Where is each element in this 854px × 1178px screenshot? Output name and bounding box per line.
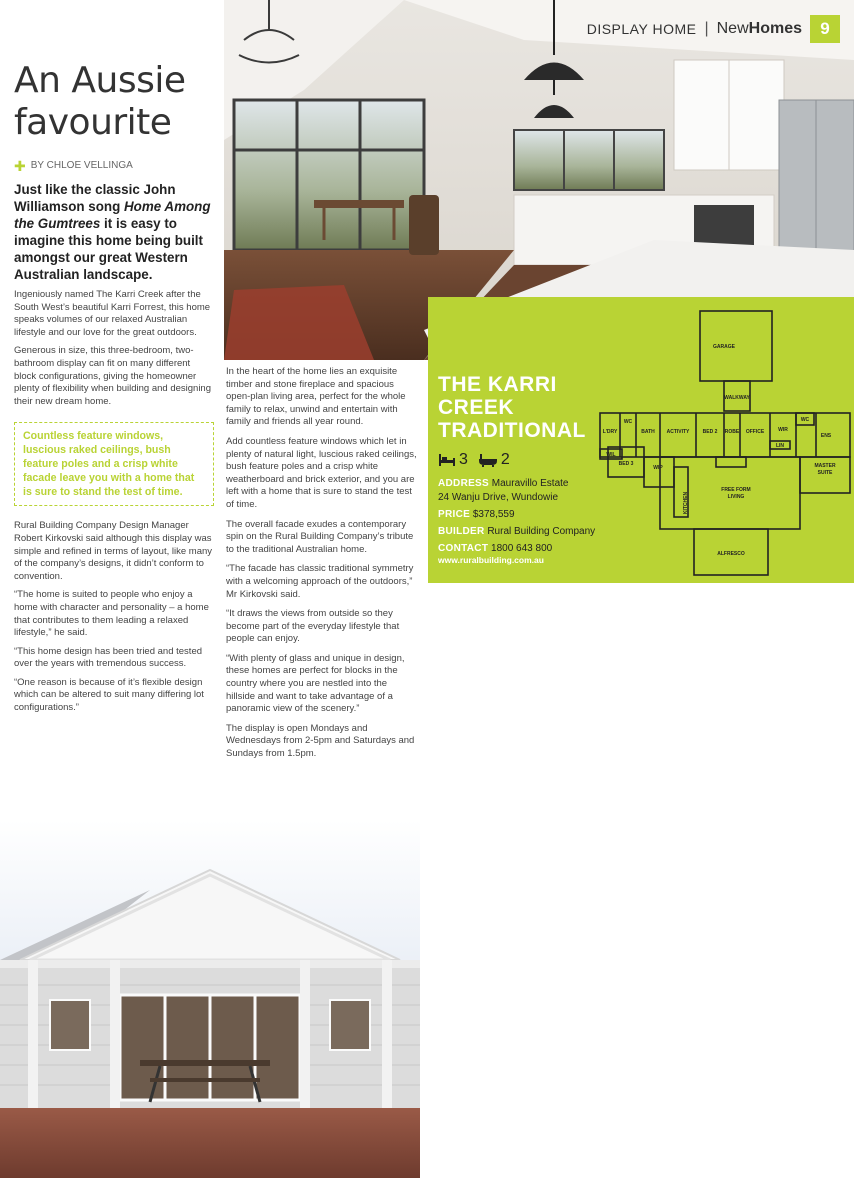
bath-count-value: 2 <box>500 451 510 468</box>
body-paragraph: “The facade has classic traditional symmetry with a welcoming approach of the outdoors,” Mr Kirkovski said. <box>226 563 414 600</box>
plan-label-ens: ENS <box>820 433 832 439</box>
plan-label-garage: GARAGE <box>713 344 735 350</box>
magazine-name-homes: Homes <box>748 20 802 37</box>
plan-label-wir: WIR <box>778 427 788 433</box>
price-value: $378,559 <box>472 509 515 520</box>
plan-garage <box>700 311 772 381</box>
website-url: www.ruralbuilding.com.au <box>438 555 544 565</box>
plan-label-bath: BATH <box>641 429 655 435</box>
lead-post: it is easy to imagine this home being built amongst our great Western Australian landscape. <box>14 216 203 282</box>
plan-label-wc-2: WC <box>800 417 810 423</box>
header-separator: | <box>704 20 709 37</box>
exterior-photo <box>0 820 420 1178</box>
body-paragraph: The overall facade exudes a contemporary spin on the Rural Building Company’s tribute to the traditional Australian home. <box>226 518 414 555</box>
home-details <box>438 475 618 565</box>
price-row <box>438 506 618 523</box>
plan-label-master-1: MASTER <box>814 463 836 469</box>
plan-main-wing <box>600 413 850 457</box>
body-paragraph: “It draws the views from outside so they become part of the everyday lifestyle that people can enjoy. <box>226 608 400 645</box>
plan-label-wc: WC <box>623 419 633 425</box>
pull-quote: Countless feature windows, luscious raked ceilings, bush feature poles and a crisp white facade leave you with a home that is sure to stand the test of time. <box>14 422 214 506</box>
page-header <box>587 14 840 44</box>
body-paragraph: “One reason is because of it’s flexible design which can be altered to suit many differing lot configurations.” <box>14 676 204 714</box>
magazine-name <box>717 20 802 38</box>
section-label: DISPLAY HOME <box>586 21 697 37</box>
body-paragraph: Rural Building Company Design Manager Robert Kirkovski said although this display was simple and refined in terms of layout, like many of the company’s designs, it didn’t conform to convention. <box>14 520 213 582</box>
plan-label-wil: WIL <box>606 452 616 458</box>
plan-label-lin: LIN <box>775 443 785 449</box>
body-paragraph: Ingeniously named The Karri Creek after the South West’s beautiful Karri Forrest, this home speaks volumes of our relaxed Australian lifestyle and our love for the great outdoors. <box>14 289 211 338</box>
plan-label-alfresco: ALFRESCO <box>717 551 745 557</box>
plan-label-robe: ROBE <box>724 429 740 435</box>
plan-label-office: OFFICE <box>745 429 765 435</box>
title-line-2: favourite <box>14 102 172 143</box>
body-paragraph: “This home design has been tried and tested over the years with tremendous success. <box>14 645 203 670</box>
floor-plan <box>596 303 852 581</box>
plan-label-living-1: FREE FORM <box>721 487 751 493</box>
home-name-line-3: TRADITIONAL <box>438 419 586 442</box>
title-line-1: An Aussie <box>14 60 186 101</box>
lead-pre: Just like the classic John Williamson song <box>14 182 176 214</box>
body-paragraph: In the heart of the home lies an exquisite timber and stone fireplace and spacious open-plan living area, perfect for the whole family to relax, unwind and entertain with family and friends all year round. <box>226 366 406 428</box>
article-title <box>14 60 214 144</box>
home-name-line-1: THE KARRI <box>438 373 557 396</box>
plan-label-bed2: BED 2 <box>702 429 718 435</box>
plus-icon: ✚ <box>14 157 26 174</box>
exterior-illustration <box>0 820 420 1178</box>
body-paragraph: Add countless feature windows which let in plenty of natural light, luscious raked ceilings, bush feature poles and a crisp white weatherboard and brick exterior, and you are left with a home that is sure to stand the test of time. <box>226 435 417 510</box>
home-name <box>438 373 598 442</box>
lead-paragraph <box>14 181 214 283</box>
address-line-1: Mauravillo Estate <box>491 478 569 489</box>
builder-label: BUILDER <box>438 526 485 537</box>
body-paragraph: Generous in size, this three-bedroom, two-bathroom display can fit on many different block configurations, giving the homeowner plenty of flexibility when building and designing their new dream home. <box>14 345 211 407</box>
room-counts <box>438 451 510 469</box>
body-paragraph: “The home is suited to people who enjoy a home with character and personality – a home that contributes to them leading a relaxed lifestyle,” he said. <box>14 589 209 639</box>
page-number: 9 <box>810 15 840 43</box>
body-paragraph: “With plenty of glass and unique in design, these homes are perfect for blocks in the country where you are nestled into the hillside and want to take advantage of a panoramic view of the scenery.” <box>226 652 405 715</box>
address-line-2: 24 Wanju Drive, Wundowie <box>438 492 559 503</box>
plan-label-walkway: WALKWAY <box>724 395 750 401</box>
byline-text: BY CHLOE VELLINGA <box>30 160 133 171</box>
contact-label: CONTACT <box>438 543 489 554</box>
magazine-name-new: New <box>716 20 749 37</box>
bath-count <box>478 451 510 469</box>
article-middle-column <box>226 366 418 761</box>
plan-label-master-2: SUITE <box>817 470 833 476</box>
lead-song-title: Home Among the Gumtrees <box>14 199 211 231</box>
builder-value: Rural Building Company <box>487 526 596 537</box>
builder-row <box>438 523 618 540</box>
home-name-line-2: CREEK <box>438 396 515 419</box>
bed-icon <box>438 453 456 467</box>
byline <box>14 157 214 174</box>
article-left-column <box>14 60 214 715</box>
contact-value: 1800 643 800 <box>491 543 553 554</box>
price-label: PRICE <box>438 509 471 520</box>
plan-label-activity: ACTIVITY <box>666 429 690 435</box>
plan-label-living-2: LIVING <box>727 494 745 500</box>
plan-label-ldry: L'DRY <box>602 429 618 435</box>
bed-count <box>438 451 468 469</box>
bed-count-value: 3 <box>459 451 468 468</box>
bath-icon <box>478 453 498 467</box>
address-label: ADDRESS <box>438 478 489 489</box>
plan-label-bed3: BED 3 <box>618 461 634 467</box>
plan-label-kitchen: KITCHEN <box>683 491 689 515</box>
body-paragraph: The display is open Mondays and Wednesdays from 2-5pm and Saturdays and Sundays from 1.5pm. <box>226 722 415 760</box>
plan-label-wip: WIP <box>653 465 663 471</box>
home-info-box <box>428 297 854 583</box>
